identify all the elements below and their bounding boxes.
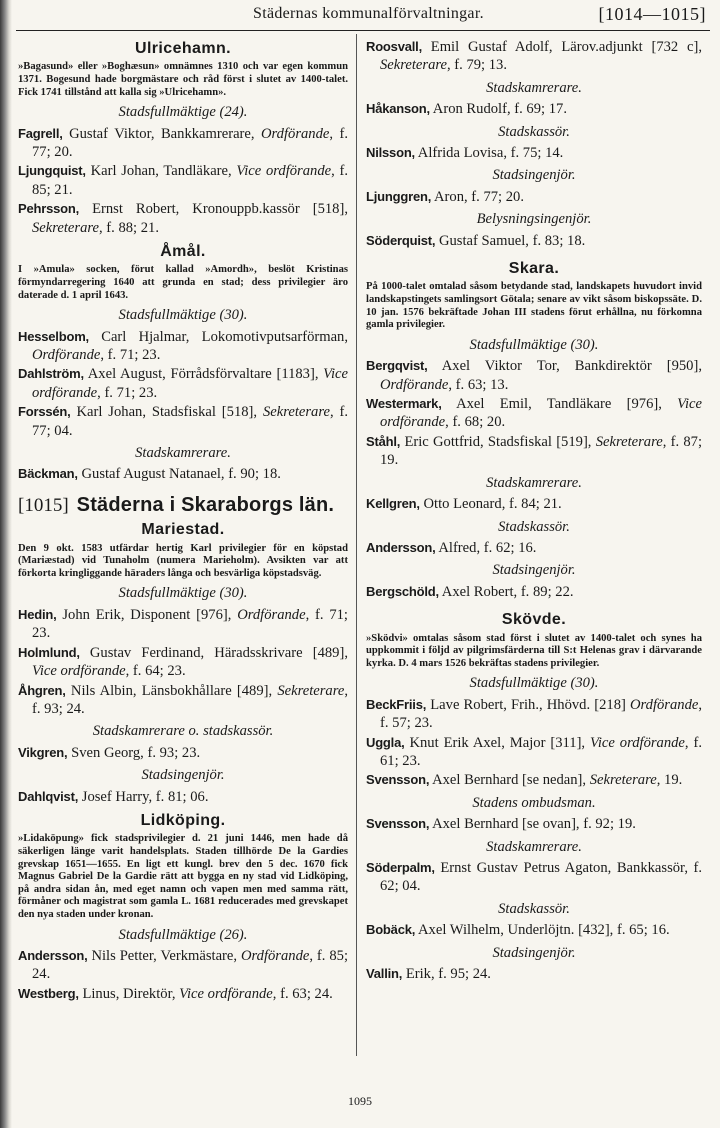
person-details: Sven Georg, f. 93; 23.: [67, 744, 201, 761]
person-details: Knut Erik Axel, Major [311],: [404, 734, 591, 751]
person-entry: [366, 38, 702, 75]
person-role: Vice ordförande: [590, 734, 685, 751]
town-heading: Skövde.: [501, 611, 567, 629]
person-name: Westberg,: [18, 985, 79, 1001]
person-details: Axel Emil, Tandläkare [976],: [441, 396, 678, 413]
person-details: Axel Viktor Tor, Bankdirektör [950],: [427, 358, 702, 375]
person-name: Vikgren,: [18, 744, 68, 760]
person-details: Nils Petter, Verkmästare,: [87, 947, 241, 964]
page-range: [1014—1015]: [598, 4, 706, 24]
person-role: Vice ordförande: [32, 663, 126, 680]
subheading: Stadskassör.: [498, 123, 570, 140]
person-details: Axel Bernhard [se ovan], f. 92; 19.: [429, 816, 636, 833]
person-born: , f. 68; 20.: [445, 414, 506, 431]
person-details: Linus, Direktör,: [78, 985, 180, 1002]
person-role: Vice ordförande: [179, 985, 273, 1002]
subheading: Stadens ombudsman.: [472, 794, 596, 811]
subheading: Stadsingenjör.: [141, 767, 225, 784]
person-name: Forssén,: [18, 404, 71, 420]
person-entry: [18, 644, 348, 681]
person-entry: [18, 465, 348, 483]
subheading: Stadsfullmäktige (30).: [469, 675, 599, 692]
person-name: Andersson,: [366, 539, 436, 555]
subheading: Stadsfullmäktige (24).: [118, 104, 248, 121]
person-name: Bergschöld,: [366, 583, 439, 599]
town-heading: Lidköping.: [140, 811, 226, 829]
person-entry: [18, 682, 348, 719]
person-born: , f. 77; 20.: [32, 125, 348, 160]
person-entry: [18, 162, 348, 199]
person-entry: [366, 965, 702, 983]
person-details: Aron Rudolf, f. 69; 17.: [429, 101, 567, 118]
person-name: Håkanson,: [366, 101, 430, 117]
person-born: , f. 64; 23.: [125, 663, 186, 680]
person-born: , f. 85; 21.: [32, 163, 348, 198]
town-note: »Bagasund» eller »Boghæsun» omnämnes 1310 och var egen kommun 1371. Bogesund hade borgmästare och råd först i slutet av 1400-talet. Fick 1741 tillstånd att kalla sig »Ulricehamn».: [18, 61, 348, 98]
person-entry: [18, 403, 348, 440]
person-details: Alfred, f. 62; 16.: [435, 539, 537, 556]
section-title: Städerna i Skaraborgs län.: [76, 493, 335, 516]
person-entry: [366, 495, 702, 513]
person-name: Fagrell,: [18, 125, 63, 141]
person-role: Ordförande: [237, 606, 306, 623]
town-note: Den 9 okt. 1583 utfärdar hertig Karl privilegier för en köpstad (Mariæstad) vid Tunaholm (numera Marieholm). Avsikten var att förkorta kringliggande häraders långa och besvärliga köpstadsväg.: [18, 542, 348, 579]
person-born: , 19.: [656, 772, 683, 789]
person-name: Uggla,: [366, 734, 405, 750]
person-name: Andersson,: [18, 947, 88, 963]
person-details: Axel Robert, f. 89; 22.: [438, 583, 574, 600]
subheading: Stadsingenjör.: [492, 167, 576, 184]
person-details: Gustaf August Natanael, f. 90; 18.: [77, 466, 281, 483]
person-entry: [366, 771, 702, 789]
person-entry: [18, 744, 348, 762]
person-born: , f. 79; 13.: [447, 57, 507, 74]
person-name: Vallin,: [366, 966, 403, 981]
person-entry: [366, 696, 702, 733]
person-role: Sekreterare: [589, 772, 657, 789]
subheading: Stadskamrerare.: [486, 79, 582, 96]
person-details: Nils Albin, Länsbokhållare [489],: [65, 682, 278, 699]
subheading: Stadsfullmäktige (26).: [118, 926, 248, 943]
person-role: Sekreterare: [595, 433, 663, 450]
person-details: Gustav Ferdinand, Häradsskrivare [489],: [79, 644, 348, 661]
person-details: Gustaf Viktor, Bankkamrerare,: [62, 125, 261, 142]
person-role: Vice ordförande: [380, 396, 702, 431]
person-entry: [18, 606, 348, 643]
town-note: »Lidaköpung» fick stadsprivilegier d. 21 juni 1446, men hade då säkerligen länge varit handelsplats. Staden tillhörde De la Gardies grevskap 1651—1655. En ligt ett kungl. brev den 5 dec. 1670 fick Magnus Gabriel De la Gardie rätt att bygga en ny stad vid Lidköping, på andra sidan ån, med eget namn och vapen men med samma rätt, förmåner och magistrat som gamla L. 1681 reducerades med grevskapet den nya staden under kronan.: [18, 833, 348, 920]
person-name: Söderquist,: [366, 232, 436, 248]
person-details: John Erik, Disponent [976],: [56, 606, 238, 623]
person-entry: [18, 985, 348, 1003]
page-binding-shadow: [0, 0, 12, 1128]
person-details: Axel August, Förrådsförvaltare [1183],: [83, 366, 324, 383]
person-details: Lave Robert, Frih., Hhövd. [218]: [426, 696, 630, 713]
subheading: Stadsingenjör.: [492, 562, 576, 579]
person-name: Bergqvist,: [366, 358, 428, 374]
person-name: Hedin,: [18, 606, 57, 622]
person-entry: [18, 125, 348, 162]
person-details: Axel Wilhelm, Underlöjtn. [432], f. 65; 16.: [415, 922, 670, 939]
person-details: Ernst Gustav Petrus Agaton, Bankkassör, f. 62; 04.: [380, 859, 702, 895]
person-entry: [366, 232, 702, 250]
person-entry: [366, 583, 702, 601]
person-name: Ståhl,: [366, 433, 401, 449]
person-name: Hesselbom,: [18, 328, 89, 344]
person-details: Aron, f. 77; 20.: [431, 188, 525, 205]
person-details: Ernst Robert, Kronouppb.kassör [518],: [79, 201, 348, 218]
person-entry: [366, 433, 702, 470]
person-entry: [18, 200, 348, 237]
person-role: Sekreterare: [32, 219, 99, 236]
person-entry: [366, 144, 702, 162]
person-entry: [18, 947, 348, 984]
person-entry: [366, 921, 702, 939]
person-entry: [366, 100, 702, 118]
person-name: Nilsson,: [366, 145, 415, 161]
person-born: , f. 61; 23.: [380, 734, 703, 769]
subheading: Stadskamrerare.: [486, 838, 582, 855]
subheading: Belysningsingenjör.: [476, 211, 592, 228]
person-name: Bäckman,: [18, 466, 78, 482]
person-details: Otto Leonard, f. 84; 21.: [419, 496, 562, 513]
person-role: Ordförande: [629, 696, 699, 713]
person-name: Holmlund,: [18, 644, 80, 660]
person-born: , f. 63; 13.: [448, 376, 509, 393]
town-note: På 1000-talet omtalad såsom betydande stad, landskapets huvudort invid landskapstingets samlingsort Götala; senare av vikt såsom biskopssäte. D. 10 jan. 1576 bekräftade Johan III stadens förut erhållna, nu förkomna gamla privilegier.: [366, 281, 702, 331]
person-details: Emil Gustaf Adolf, Lärov.adjunkt [732 c],: [422, 39, 702, 55]
right-column: [366, 38, 702, 984]
person-name: Pehrsson,: [18, 201, 80, 217]
person-details: Axel Bernhard [se nedan],: [429, 772, 590, 789]
person-name: Dahlström,: [18, 366, 84, 382]
person-entry: [366, 859, 702, 896]
person-details: Eric Gottfrid, Stadsfiskal [519],: [400, 433, 596, 450]
person-name: Svensson,: [366, 816, 430, 832]
person-role: Ordförande: [240, 947, 310, 964]
person-born: , f. 71; 23.: [97, 384, 158, 401]
person-born: , f. 71; 23.: [100, 347, 161, 364]
person-name: Svensson,: [366, 772, 430, 788]
person-details: Karl Johan, Tandläkare,: [85, 163, 237, 180]
person-details: Carl Hjalmar, Lokomotivputsarförman,: [88, 328, 348, 345]
column-divider: [356, 34, 357, 1056]
person-born: , f. 88; 21.: [99, 219, 159, 236]
person-details: Gustaf Samuel, f. 83; 18.: [435, 232, 586, 249]
person-name: BeckFriis,: [366, 696, 427, 712]
town-note: »Sködvi» omtalas såsom stad först i slutet av 1400-talet och synes ha uppkommit i följd av pilgrimsfärderna till S:t Helenas grav i därvarande kyrka. D. 4 mars 1526 bekräftas stadens privilegier.: [366, 632, 702, 669]
person-born: , f. 57; 23.: [380, 696, 702, 732]
person-role: Ordförande: [261, 125, 330, 142]
person-name: Ljungquist,: [18, 163, 86, 179]
person-role: Vice ordförande: [236, 163, 332, 180]
person-role: Ordförande: [380, 376, 449, 393]
person-born: , f. 93; 24.: [32, 682, 348, 717]
person-entry: [366, 357, 702, 394]
person-entry: [366, 395, 702, 432]
person-born: , f. 63; 24.: [272, 985, 333, 1002]
person-details: Josef Harry, f. 81; 06.: [78, 788, 209, 805]
person-born: , f. 85; 24.: [32, 947, 348, 983]
person-entry: [366, 539, 702, 557]
section-heading: [18, 493, 348, 516]
person-details: Alfrida Lovisa, f. 75; 14.: [414, 145, 564, 162]
person-name: Ljunggren,: [366, 188, 432, 204]
person-entry: [366, 815, 702, 833]
person-role: Sekreterare: [262, 404, 330, 421]
subheading: Stadsfullmäktige (30).: [118, 307, 248, 324]
person-entry: [18, 328, 348, 365]
person-entry: [18, 365, 348, 402]
person-born: , f. 77; 04.: [32, 404, 348, 439]
person-name: Westermark,: [366, 396, 442, 412]
subheading: Stadsfullmäktige (30).: [469, 336, 599, 353]
person-entry: [18, 788, 348, 806]
section-number: [1015]: [18, 494, 69, 516]
subheading: Stadskamrerare o. stadskassör.: [92, 723, 274, 740]
person-name: Roosvall,: [366, 39, 422, 54]
subheading: Stadsingenjör.: [492, 944, 576, 961]
person-entry: [366, 188, 702, 206]
running-header: [16, 0, 710, 31]
subheading: Stadskassör.: [498, 900, 570, 917]
town-heading: Åmål.: [160, 243, 206, 261]
subheading: Stadskamrerare.: [135, 445, 231, 462]
person-name: Åhgren,: [18, 682, 66, 698]
person-role: Vice ordförande: [32, 366, 348, 401]
subheading: Stadskassör.: [498, 518, 570, 535]
person-name: Söderpalm,: [366, 859, 435, 875]
person-born: , f. 87; 19.: [380, 433, 702, 469]
subheading: Stadsfullmäktige (30).: [118, 585, 248, 602]
person-name: Dahlqvist,: [18, 788, 79, 804]
person-name: Kellgren,: [366, 496, 420, 512]
town-note: I »Amula» socken, förut kallad »Amordh», beslöt Kristinas förmyndarregering 1640 att grunda en stad; dess privilegier äro daterade d. 1 april 1643.: [18, 264, 348, 301]
town-heading: Mariestad.: [141, 521, 225, 539]
person-details: Erik, f. 95; 24.: [402, 966, 491, 982]
subheading: Stadskamrerare.: [486, 474, 582, 491]
page-number: 1095: [348, 1094, 372, 1108]
running-title: Städernas kommunalförvaltningar.: [253, 5, 484, 22]
person-role: Sekreterare: [380, 57, 447, 74]
person-name: Bobäck,: [366, 922, 416, 938]
person-born: , f. 71; 23.: [32, 606, 348, 642]
town-heading: Skara.: [508, 260, 560, 278]
person-role: Ordförande: [32, 347, 101, 364]
person-entry: [366, 734, 702, 771]
left-column: [18, 38, 348, 1004]
person-role: Sekreterare: [277, 682, 345, 699]
person-details: Karl Johan, Stadsfiskal [518],: [70, 404, 263, 421]
town-heading: Ulricehamn.: [135, 40, 231, 57]
